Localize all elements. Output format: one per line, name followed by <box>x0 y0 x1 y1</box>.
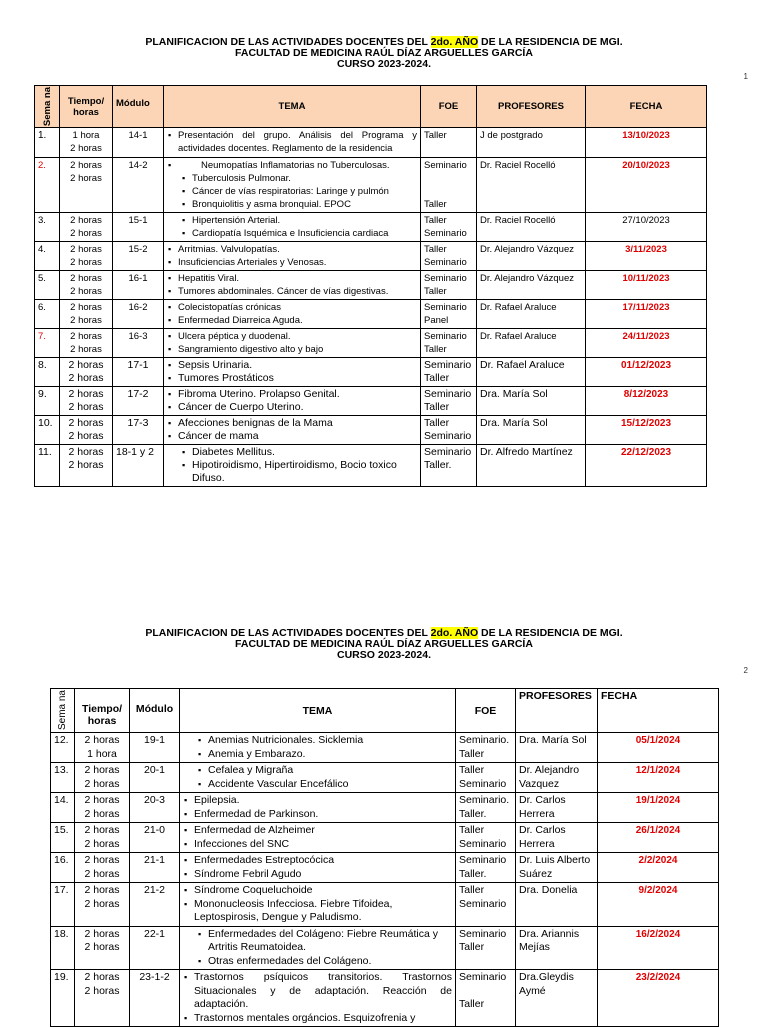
profesores-cell: Dr. Rafael Araluce <box>477 300 586 329</box>
modulo-cell: 15-2 <box>113 242 164 271</box>
modulo-cell: 17-2 <box>113 387 164 416</box>
profesores-cell: Dra.Gleydis Aymé <box>516 970 598 1027</box>
fecha-cell: 8/12/2023 <box>586 387 707 416</box>
tema-cell <box>180 733 456 763</box>
fecha-cell: 20/10/2023 <box>586 158 707 213</box>
tiempo-cell: 2 horas 2 horas <box>60 358 113 387</box>
table-row <box>51 853 719 883</box>
tema-cell <box>164 387 421 416</box>
foe-cell: Taller Seminario <box>421 213 477 242</box>
profesores-cell: Dra. María Sol <box>477 416 586 445</box>
modulo-cell: 20-1 <box>130 763 180 793</box>
fecha-cell: 3/11/2023 <box>586 242 707 271</box>
modulo-cell: 23-1-2 <box>130 970 180 1027</box>
header-line-2: FACULTAD DE MEDICINA RAÚL DÍAZ ARGUELLES GARCÍA <box>235 47 533 59</box>
tiempo-cell: 2 horas 2 horas <box>60 329 113 358</box>
foe-cell: Taller Seminario <box>456 823 516 853</box>
modulo-cell: 21-2 <box>130 883 180 927</box>
table-row <box>51 733 719 763</box>
col-header-modulo: Módulo <box>130 689 180 733</box>
fecha-cell: 12/1/2024 <box>598 763 719 793</box>
tema-item: ▪ Enfermedades Estreptocócica <box>183 854 452 868</box>
profesores-cell: J de postgrado <box>477 128 586 158</box>
foe-cell: Seminario Taller <box>456 970 516 1027</box>
fecha-cell: 9/2/2024 <box>598 883 719 927</box>
modulo-cell: 14-2 <box>113 158 164 213</box>
semana-cell: 1. <box>35 128 60 158</box>
tema-item: ▪ Tuberculosis Pulmonar. <box>181 172 417 185</box>
semana-cell: 11. <box>35 445 60 487</box>
table-row <box>35 358 707 387</box>
foe-cell: Seminario Taller <box>421 387 477 416</box>
tema-item: ▪ Hipotiroidismo, Hipertiroidismo, Bocio toxico Difuso. <box>181 459 417 485</box>
foe-cell: Seminario Taller. <box>456 853 516 883</box>
semana-cell: 8. <box>35 358 60 387</box>
header-line-2: FACULTAD DE MEDICINA RAÚL DÍAZ ARGUELLES GARCÍA <box>235 638 533 650</box>
semana-cell: 10. <box>35 416 60 445</box>
table-row <box>35 271 707 300</box>
foe-cell: Taller Seminario <box>456 763 516 793</box>
tema-cell <box>180 926 456 970</box>
modulo-cell: 16-3 <box>113 329 164 358</box>
col-header-fecha: FECHA <box>598 689 719 733</box>
semana-cell: 2. <box>35 158 60 213</box>
modulo-cell: 20-3 <box>130 793 180 823</box>
tema-item: ▪ Bronquiolitis y asma bronquial. EPOC <box>181 198 417 211</box>
fecha-cell: 13/10/2023 <box>586 128 707 158</box>
modulo-cell: 21-1 <box>130 853 180 883</box>
profesores-cell: Dr. Luis Alberto Suárez <box>516 853 598 883</box>
foe-cell: Taller Seminario <box>421 416 477 445</box>
col-header-profesores: PROFESORES <box>477 86 586 128</box>
tiempo-cell: 2 horas 2 horas <box>60 387 113 416</box>
tema-item: ▪ Cefalea y Migraña <box>197 764 452 778</box>
col-header-profesores: PROFESORES <box>516 689 598 733</box>
foe-cell: Seminario Panel <box>421 300 477 329</box>
page-1-header <box>0 37 768 70</box>
tema-item: ▪ Síndrome Coqueluchoide <box>183 884 452 898</box>
profesores-cell: Dr. Carlos Herrera <box>516 823 598 853</box>
tema-item: ▪ Afecciones benignas de la Mama <box>167 417 417 430</box>
table-row <box>35 128 707 158</box>
header-line-3: CURSO 2023-2024. <box>337 649 431 661</box>
profesores-cell: Dr. Alejandro Vázquez <box>477 271 586 300</box>
tema-cell <box>164 416 421 445</box>
foe-cell: Seminario. Taller. <box>456 793 516 823</box>
modulo-cell: 16-2 <box>113 300 164 329</box>
tema-cell <box>164 300 421 329</box>
profesores-cell: Dra. Ariannis Mejías <box>516 926 598 970</box>
col-header-tema: TEMA <box>164 86 421 128</box>
semana-cell: 13. <box>51 763 75 793</box>
table-row <box>51 926 719 970</box>
page-number: 1 <box>743 72 748 81</box>
tema-cell <box>180 853 456 883</box>
semana-cell: 12. <box>51 733 75 763</box>
tema-item: ▪ Hipertensión Arterial. <box>181 214 417 227</box>
col-header-tiempo: Tiempo/ horas <box>75 689 130 733</box>
table-row <box>51 793 719 823</box>
tema-item: ▪ Colecistopatías crónicas <box>167 301 417 314</box>
tema-item: ▪ Fibroma Uterino. Prolapso Genital. <box>167 388 417 401</box>
foe-cell: Taller Seminario <box>421 242 477 271</box>
fecha-cell: 15/12/2023 <box>586 416 707 445</box>
col-header-semana: Sema na <box>51 689 75 733</box>
fecha-cell: 17/11/2023 <box>586 300 707 329</box>
fecha-cell: 10/11/2023 <box>586 271 707 300</box>
profesores-cell: Dr. Raciel Rocelló <box>477 158 586 213</box>
semana-cell: 14. <box>51 793 75 823</box>
header-line-3: CURSO 2023-2024. <box>337 58 431 70</box>
tiempo-cell: 2 horas 2 horas <box>75 823 130 853</box>
tema-item: ▪ Diabetes Mellitus. <box>181 446 417 459</box>
tema-item: ▪ Accidente Vascular Encefálico <box>197 778 452 792</box>
tema-item: ▪ Cardiopatía Isquémica e Insuficiencia cardiaca <box>181 227 417 240</box>
tema-item: ▪ Infecciones del SNC <box>183 838 452 852</box>
table-row <box>51 823 719 853</box>
tema-item: ▪ Sepsis Urinaria. <box>167 359 417 372</box>
tiempo-cell: 2 horas 2 horas <box>75 883 130 927</box>
semana-cell: 15. <box>51 823 75 853</box>
tiempo-cell: 2 horas 2 horas <box>60 445 113 487</box>
modulo-cell: 22-1 <box>130 926 180 970</box>
col-header-tiempo: Tiempo/ horas <box>60 86 113 128</box>
tema-item: ▪ Anemias Nutricionales. Sicklemia <box>197 734 452 748</box>
page-2-header <box>0 628 768 661</box>
tema-cell <box>180 793 456 823</box>
tiempo-cell: 2 horas 2 horas <box>75 970 130 1027</box>
tiempo-cell: 2 horas 2 horas <box>60 416 113 445</box>
tema-item: ▪ Ulcera péptica y duodenal. <box>167 330 417 343</box>
foe-cell: Taller Seminario <box>456 883 516 927</box>
modulo-cell: 16-1 <box>113 271 164 300</box>
fecha-cell: 24/11/2023 <box>586 329 707 358</box>
fecha-cell: 19/1/2024 <box>598 793 719 823</box>
tema-cell <box>164 271 421 300</box>
schedule-table-2 <box>50 688 719 1027</box>
tiempo-cell: 2 horas 2 horas <box>60 213 113 242</box>
tema-item: ▪ Tumores abdominales. Cáncer de vías digestivas. <box>167 285 417 298</box>
tema-cell <box>164 445 421 487</box>
tema-item: ▪ Cáncer de vías respiratorias: Laringe y pulmón <box>181 185 417 198</box>
profesores-cell: Dra. María Sol <box>477 387 586 416</box>
tema-item: ▪ Anemia y Embarazo. <box>197 748 452 762</box>
modulo-cell: 18-1 y 2 <box>113 445 164 487</box>
tema-cell <box>164 158 421 213</box>
tiempo-cell: 2 horas 2 horas <box>75 793 130 823</box>
tema-cell <box>164 213 421 242</box>
fecha-cell: 16/2/2024 <box>598 926 719 970</box>
profesores-cell: Dr. Rafael Araluce <box>477 329 586 358</box>
col-header-modulo: Módulo <box>113 86 164 128</box>
tema-cell <box>164 128 421 158</box>
semana-cell: 7. <box>35 329 60 358</box>
col-header-fecha: FECHA <box>586 86 707 128</box>
tema-item: ▪ Neumopatías Inflamatorias no Tuberculosas. <box>167 159 417 172</box>
schedule-table-1 <box>34 85 707 487</box>
col-header-semana: Sema na <box>35 86 60 128</box>
modulo-cell: 17-3 <box>113 416 164 445</box>
foe-cell: Seminario. Taller <box>456 733 516 763</box>
tema-item: ▪ Otras enfermedades del Colágeno. <box>197 955 452 969</box>
col-header-foe: FOE <box>421 86 477 128</box>
profesores-cell: Dr. Alejandro Vázquez <box>477 242 586 271</box>
modulo-cell: 19-1 <box>130 733 180 763</box>
table-row <box>35 416 707 445</box>
tema-item: ▪ Cáncer de Cuerpo Uterino. <box>167 401 417 414</box>
modulo-cell: 14-1 <box>113 128 164 158</box>
table-row <box>35 213 707 242</box>
tema-item: ▪ Hepatitis Viral. <box>167 272 417 285</box>
tema-item: ▪ Arritmias. Valvulopatías. <box>167 243 417 256</box>
tiempo-cell: 2 horas 2 horas <box>60 242 113 271</box>
tema-cell <box>164 358 421 387</box>
tema-cell <box>180 970 456 1027</box>
tiempo-cell: 2 horas 2 horas <box>75 763 130 793</box>
tema-item: ▪ Tumores Prostáticos <box>167 372 417 385</box>
foe-cell: Seminario Taller. <box>421 445 477 487</box>
semana-cell: 3. <box>35 213 60 242</box>
profesores-cell: Dra. Donelia <box>516 883 598 927</box>
tema-item: ▪ Enfermedades del Colágeno: Fiebre Reumática y Artritis Reumatoidea. <box>197 928 452 955</box>
tema-item: ▪ Enfermedad de Parkinson. <box>183 808 452 822</box>
tema-item: ▪ Mononucleosis Infecciosa. Fiebre Tifoidea, Leptospirosis, Dengue y Paludismo. <box>183 898 452 925</box>
foe-cell: Taller <box>421 128 477 158</box>
fecha-cell: 26/1/2024 <box>598 823 719 853</box>
foe-cell: Seminario Taller <box>456 926 516 970</box>
semana-cell: 6. <box>35 300 60 329</box>
table-row <box>35 329 707 358</box>
foe-cell: Seminario Taller <box>421 329 477 358</box>
tema-item: ▪ Trastornos psíquicos transitorios. Trastornos Situacionales y de adaptación. Reacción de adaptación. <box>183 971 452 1012</box>
semana-cell: 17. <box>51 883 75 927</box>
tema-item: ▪ Presentación del grupo. Análisis del Programa y actividades docentes. Reglamento de la residencia <box>167 129 417 155</box>
modulo-cell: 15-1 <box>113 213 164 242</box>
tiempo-cell: 1 hora 2 horas <box>60 128 113 158</box>
tiempo-cell: 2 horas 2 horas <box>60 300 113 329</box>
foe-cell: Seminario Taller <box>421 358 477 387</box>
table-row <box>51 970 719 1027</box>
table-row <box>35 387 707 416</box>
tiempo-cell: 2 horas 2 horas <box>60 271 113 300</box>
table-row <box>35 242 707 271</box>
tema-item: ▪ Síndrome Febril Agudo <box>183 868 452 882</box>
header-line-1: PLANIFICACION DE LAS ACTIVIDADES DOCENTES DEL 2do. AÑO DE LA RESIDENCIA DE MGI. <box>145 627 623 639</box>
profesores-cell: Dr. Raciel Rocelló <box>477 213 586 242</box>
semana-cell: 19. <box>51 970 75 1027</box>
tema-item: ▪ Enfermedad de Alzheimer <box>183 824 452 838</box>
col-header-foe: FOE <box>456 689 516 733</box>
fecha-cell: 23/2/2024 <box>598 970 719 1027</box>
table-row <box>51 763 719 793</box>
fecha-cell: 27/10/2023 <box>586 213 707 242</box>
tema-item: ▪ Cáncer de mama <box>167 430 417 443</box>
semana-cell: 16. <box>51 853 75 883</box>
semana-cell: 18. <box>51 926 75 970</box>
table-row <box>51 883 719 927</box>
fecha-cell: 01/12/2023 <box>586 358 707 387</box>
col-header-tema: TEMA <box>180 689 456 733</box>
tema-cell <box>180 763 456 793</box>
profesores-cell: Dra. María Sol <box>516 733 598 763</box>
table-row <box>35 158 707 213</box>
foe-cell: Seminario Taller <box>421 158 477 213</box>
fecha-cell: 22/12/2023 <box>586 445 707 487</box>
profesores-cell: Dr. Rafael Araluce <box>477 358 586 387</box>
tema-cell <box>180 823 456 853</box>
tiempo-cell: 2 horas 2 horas <box>75 853 130 883</box>
tema-item: ▪ Insuficiencias Arteriales y Venosas. <box>167 256 417 269</box>
semana-cell: 4. <box>35 242 60 271</box>
tema-item: ▪ Enfermedad Diarreica Aguda. <box>167 314 417 327</box>
modulo-cell: 17-1 <box>113 358 164 387</box>
tiempo-cell: 2 horas 2 horas <box>75 926 130 970</box>
profesores-cell: Dr. Alejandro Vazquez <box>516 763 598 793</box>
fecha-cell: 2/2/2024 <box>598 853 719 883</box>
profesores-cell: Dr. Alfredo Martínez <box>477 445 586 487</box>
profesores-cell: Dr. Carlos Herrera <box>516 793 598 823</box>
tema-item: ▪ Epilepsia. <box>183 794 452 808</box>
page-number: 2 <box>743 666 748 675</box>
tema-cell <box>164 242 421 271</box>
tiempo-cell: 2 horas 1 hora <box>75 733 130 763</box>
tema-item: ▪ Sangramiento digestivo alto y bajo <box>167 343 417 356</box>
foe-cell: Seminario Taller <box>421 271 477 300</box>
tiempo-cell: 2 horas 2 horas <box>60 158 113 213</box>
semana-cell: 9. <box>35 387 60 416</box>
modulo-cell: 21-0 <box>130 823 180 853</box>
header-line-1: PLANIFICACION DE LAS ACTIVIDADES DOCENTES DEL 2do. AÑO DE LA RESIDENCIA DE MGI. <box>145 36 623 48</box>
fecha-cell: 05/1/2024 <box>598 733 719 763</box>
table-row <box>35 445 707 487</box>
tema-item: ▪ Trastornos mentales orgáncios. Esquizofrenia y <box>183 1012 452 1026</box>
semana-cell: 5. <box>35 271 60 300</box>
tema-cell <box>180 883 456 927</box>
table-row <box>35 300 707 329</box>
tema-cell <box>164 329 421 358</box>
